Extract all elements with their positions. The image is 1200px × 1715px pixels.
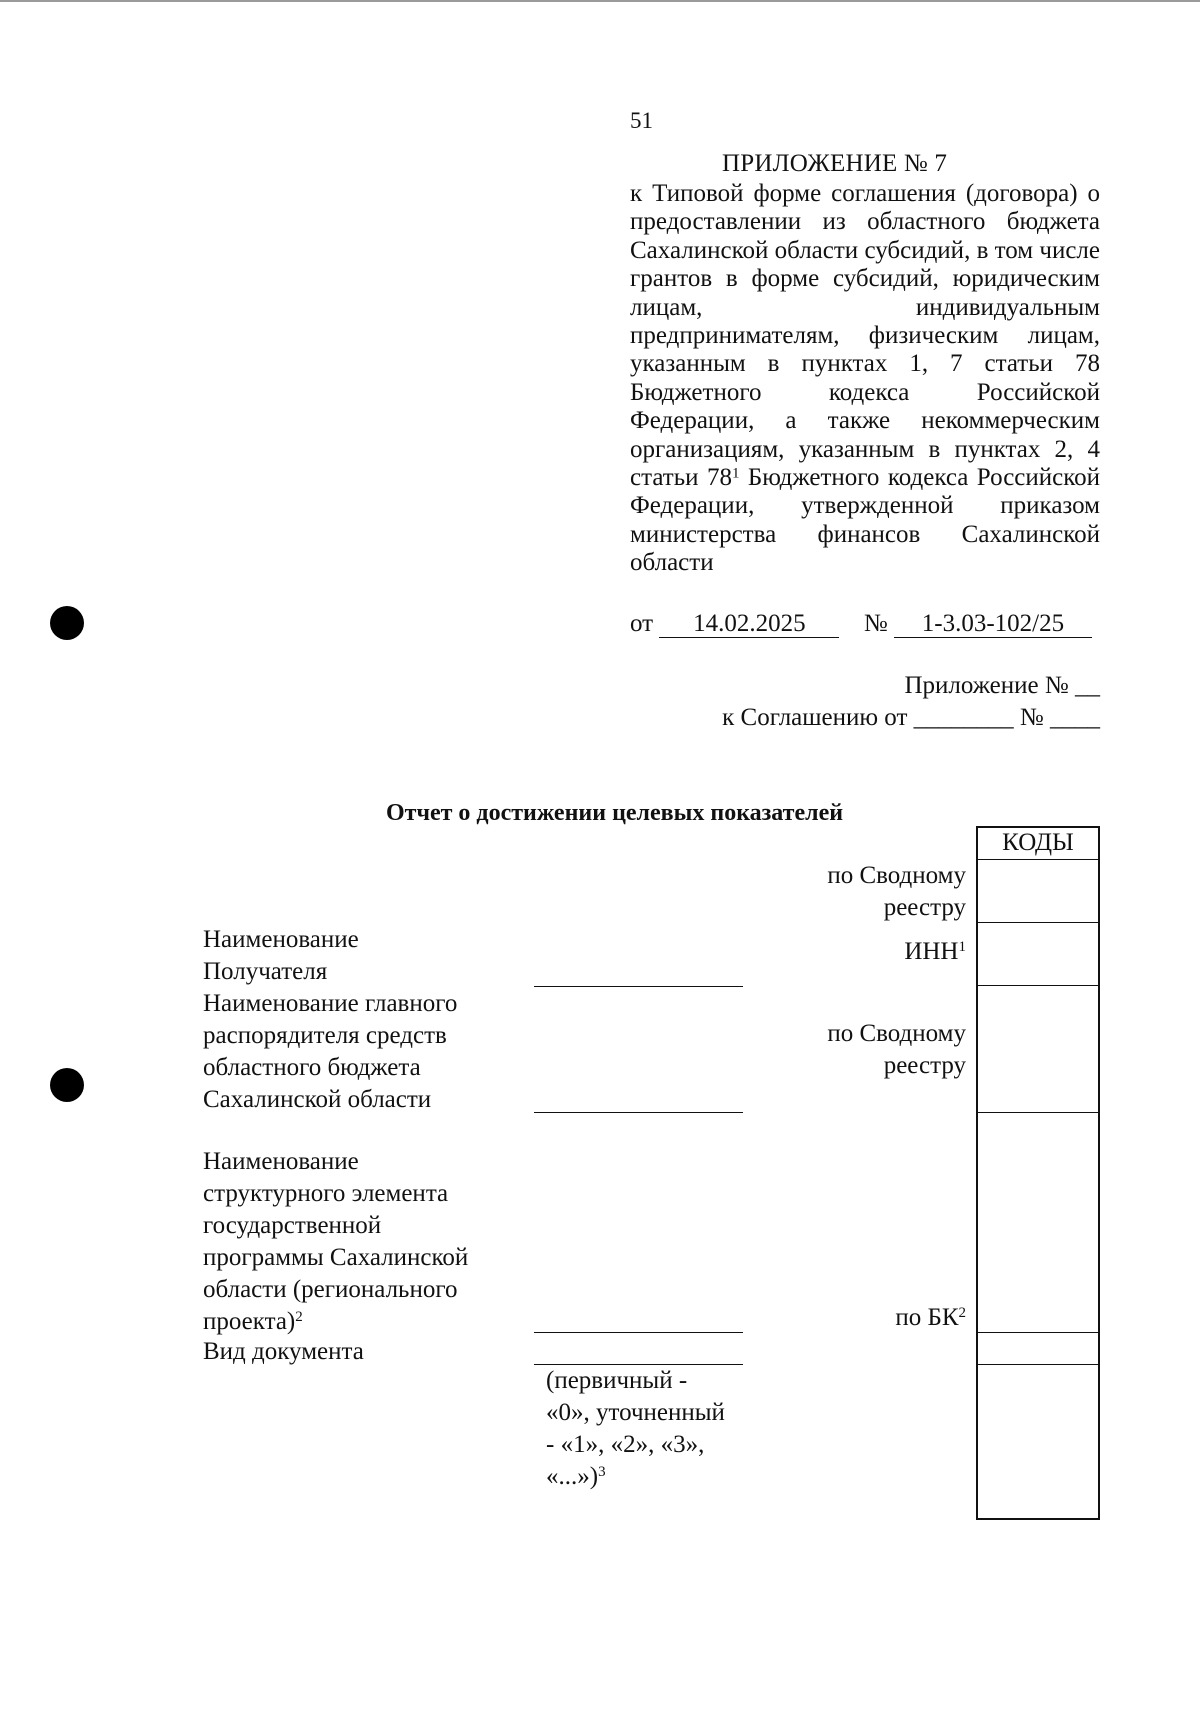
punch-hole-bottom: [50, 1068, 84, 1102]
inn-label-sup: 1: [958, 938, 966, 955]
scan-top-edge: [0, 0, 1200, 2]
registry-label-1: по Сводному реестру: [827, 862, 966, 921]
report-title: Отчет о достижении целевых показателей: [386, 800, 844, 826]
appendix-text-tail: Бюджетного кодекса Российской Федерации, утвержденной приказом министерства финансов Сахалинской области: [630, 464, 1101, 577]
document-type-note: [546, 1365, 736, 1493]
appendix-title: ПРИЛОЖЕНИЕ № 7: [722, 150, 948, 177]
inn-label: [904, 936, 966, 968]
punch-hole-top: [50, 606, 84, 640]
order-date: 14.02.2025: [659, 611, 839, 638]
chief-manager-fill-line: [534, 1112, 743, 1113]
codes-header: КОДЫ: [978, 828, 1098, 860]
codes-table: [976, 826, 1100, 1520]
bk-label: [895, 1302, 966, 1334]
document-type-label: Вид документа: [203, 1338, 364, 1365]
code-cell-blank: [978, 1333, 1098, 1365]
code-cell-bk: [978, 1113, 1098, 1333]
inn-label-text: ИНН: [904, 938, 959, 965]
order-number: 1-3.03-102/25: [894, 611, 1092, 638]
order-prefix: от: [630, 610, 654, 637]
recipient-label: Наименование Получателя: [203, 926, 359, 985]
appendix-text: [630, 180, 1100, 578]
chief-manager-label: Наименование главного распорядителя средств областного бюджета Сахалинской области: [203, 990, 458, 1113]
code-cell-document-type: [978, 1365, 1098, 1518]
appendix-text-sup: 1: [731, 465, 740, 482]
structural-element-sup: 2: [295, 1308, 303, 1325]
bk-label-sup: 2: [958, 1304, 966, 1321]
recipient-fill-line: [534, 986, 743, 987]
document-type-note-sup: 3: [598, 1463, 606, 1480]
code-cell-registry-2: [978, 986, 1098, 1113]
document-type-note-text: (первичный - «0», уточненный - «1», «2», «3», «...»): [546, 1367, 725, 1490]
agreement-appendix-line: Приложение № __: [904, 672, 1100, 699]
structural-element-text: Наименование структурного элемента государственной программы Сахалинской области (регионального проекта): [203, 1148, 469, 1335]
code-cell-inn: [978, 923, 1098, 986]
order-number-sign: №: [863, 610, 888, 637]
registry-label-2: по Сводному реестру: [827, 1020, 966, 1079]
bk-label-text: по БК: [895, 1304, 959, 1331]
page-number: 51: [630, 108, 653, 133]
code-cell-registry-1: [978, 860, 1098, 923]
appendix-text-main: к Типовой форме соглашения (договора) о предоставлении из областного бюджета Сахалинской области субсидий, в том числе грантов в форме субсидий, юридическим лицам, индивидуальным предпринимателям, физическим лицам, указанным в пунктах 1, 7 статьи 78 Бюджетного кодекса Российской Федерации, а также некоммерческим организациям, указанным в пунктах 2, 4 статьи 78: [630, 180, 1100, 492]
structural-element-fill-line: [534, 1332, 743, 1333]
structural-element-label: [203, 1146, 503, 1338]
order-reference: [630, 610, 1092, 638]
agreement-date-line: к Соглашению от ________ № ____: [722, 704, 1100, 731]
